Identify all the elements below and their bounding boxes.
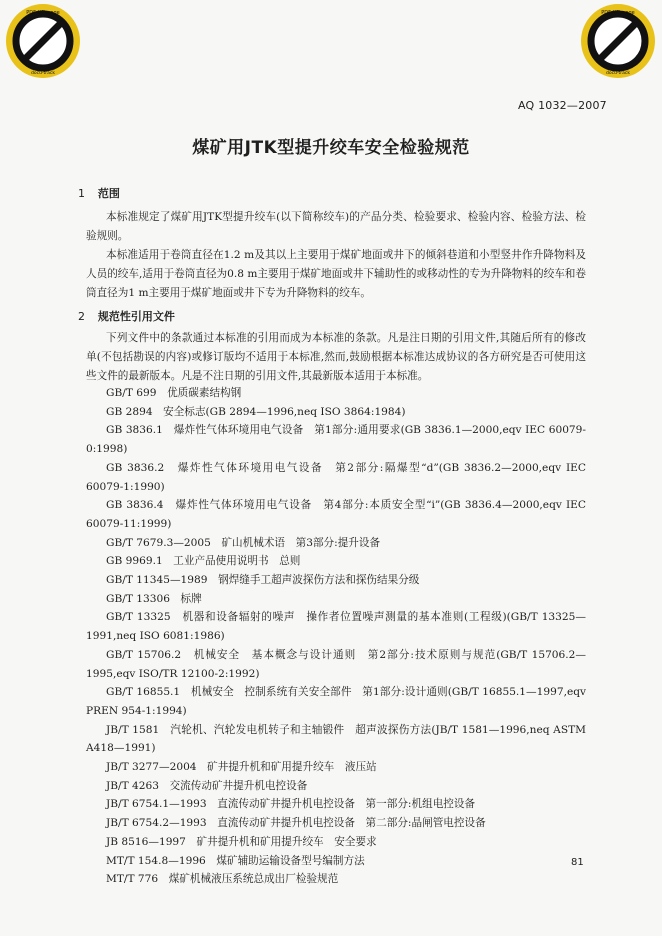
reference-item: JB/T 4263 交流传动矿井提升机电控设备	[106, 779, 308, 792]
reference-item: GB/T 7679.3—2005 矿山机械术语 第3部分:提升设备	[106, 536, 381, 549]
svg-text:docu-track: docu-track	[30, 71, 56, 76]
reference-item: GB 3836.1 爆炸性气体环境用电气设备 第1部分:通用要求(GB 3836.1—2000,eqv IEC 60079-0:1998)	[86, 424, 586, 456]
reference-item: GB 3836.4 爆炸性气体环境用电气设备 第4部分:本质安全型“i”(GB 3836.4—2000,eqv IEC 60079-11:1999)	[86, 499, 586, 530]
reference-item: JB/T 3277—2004 矿井提升机和矿用提升绞车 液压站	[106, 761, 377, 774]
paragraph: 下列文件中的条款通过本标准的引用而成为本标准的条款。凡是注日期的引用文件,其随后所有的修改单(不包括勘误的内容)或修订版均不适用于本标准,然而,鼓励根据本标准达成协议的各方研究是否可使用这些文件的最新版本。凡是不注日期的引用文件,其最新版本适用于本标准。	[86, 332, 586, 382]
reference-item: GB 9969.1 工业产品使用说明书 总则	[106, 555, 301, 568]
reference-item: GB/T 13306 标牌	[106, 592, 202, 605]
reference-item: GB/T 13325 机器和设备辐射的噪声 操作者位置噪声测量的基本准则(工程级)(GB/T 13325—1991,neq ISO 6081:1986)	[86, 611, 586, 643]
section-title: 规范性引用文件	[97, 310, 175, 323]
reference-item: GB/T 11345—1989 钢焊缝手工超声波探伤方法和探伤结果分级	[106, 574, 420, 587]
reference-item: GB/T 15706.2 机械安全 基本概念与设计通则 第2部分:技术原则与规范(GB/T 15706.2—1995,eqv ISO/TR 12100-2:1992)	[86, 648, 586, 680]
section-title: 范围	[97, 187, 120, 200]
pdf-xchange-stamp-left[interactable]	[6, 4, 80, 78]
section-heading-scope	[78, 185, 120, 201]
paragraph: 本标准适用于卷筒直径在1.2 m及其以上主要用于煤矿地面或井下的倾斜巷道和小型竖井作升降物料及人员的绞车,适用于卷筒直径为0.8 m主要用于煤矿地面或井下辅助性的或移动性的专为升降物料的绞车和卷筒直径为1 m主要用于煤矿地面或井下专为升降物料的绞车。	[86, 249, 586, 299]
section-heading-normative-references	[78, 308, 175, 324]
pdf-xchange-stamp-right[interactable]	[581, 4, 655, 78]
svg-text:PDF-XChange: PDF-XChange	[26, 10, 60, 16]
reference-item: MT/T 776 煤矿机械液压系统总成出厂检验规范	[106, 873, 339, 886]
reference-list	[86, 384, 586, 889]
reference-item: GB 2894 安全标志(GB 2894—1996,neq ISO 3864:1984)	[106, 405, 406, 418]
reference-item: JB/T 6754.1—1993 直流传动矿井提升机电控设备 第一部分:机组电控设备	[106, 798, 476, 811]
reference-item: JB/T 1581 汽轮机、汽轮发电机转子和主轴锻件 超声波探伤方法(JB/T 1581—1996,neq ASTM A418—1991)	[86, 723, 586, 755]
paragraph: 本标准规定了煤矿用JTK型提升绞车(以下简称绞车)的产品分类、检验要求、检验内容、检验方法、检验规则。	[86, 211, 586, 242]
svg-text:PDF-XChange: PDF-XChange	[601, 10, 635, 16]
reference-item: JB/T 6754.2—1993 直流传动矿井提升机电控设备 第二部分:晶闸管电控设备	[106, 817, 486, 830]
section-number: 1	[78, 187, 85, 200]
reference-item: GB/T 699 优质碳素结构钢	[106, 387, 242, 399]
reference-item: JB 8516—1997 矿井提升机和矿用提升绞车 安全要求	[106, 835, 377, 848]
svg-text:docu-track: docu-track	[605, 71, 631, 76]
reference-item: MT/T 154.8—1996 煤矿辅助运输设备型号编制方法	[106, 854, 365, 867]
no-sign-icon	[581, 4, 655, 78]
reference-item: GB/T 16855.1 机械安全 控制系统有关安全部件 第1部分:设计通则(GB/T 16855.1—1997,eqv PREN 954-1:1994)	[86, 686, 586, 717]
no-sign-icon	[6, 4, 80, 78]
reference-item: GB 3836.2 爆炸性气体环境用电气设备 第2部分:隔爆型“d”(GB 3836.2—2000,eqv IEC 60079-1:1990)	[86, 461, 586, 493]
standard-code: AQ 1032—2007	[518, 99, 607, 112]
page-number: 81	[571, 857, 584, 868]
section-number: 2	[78, 310, 85, 323]
document-title: 煤矿用JTK型提升绞车安全检验规范	[192, 138, 470, 158]
